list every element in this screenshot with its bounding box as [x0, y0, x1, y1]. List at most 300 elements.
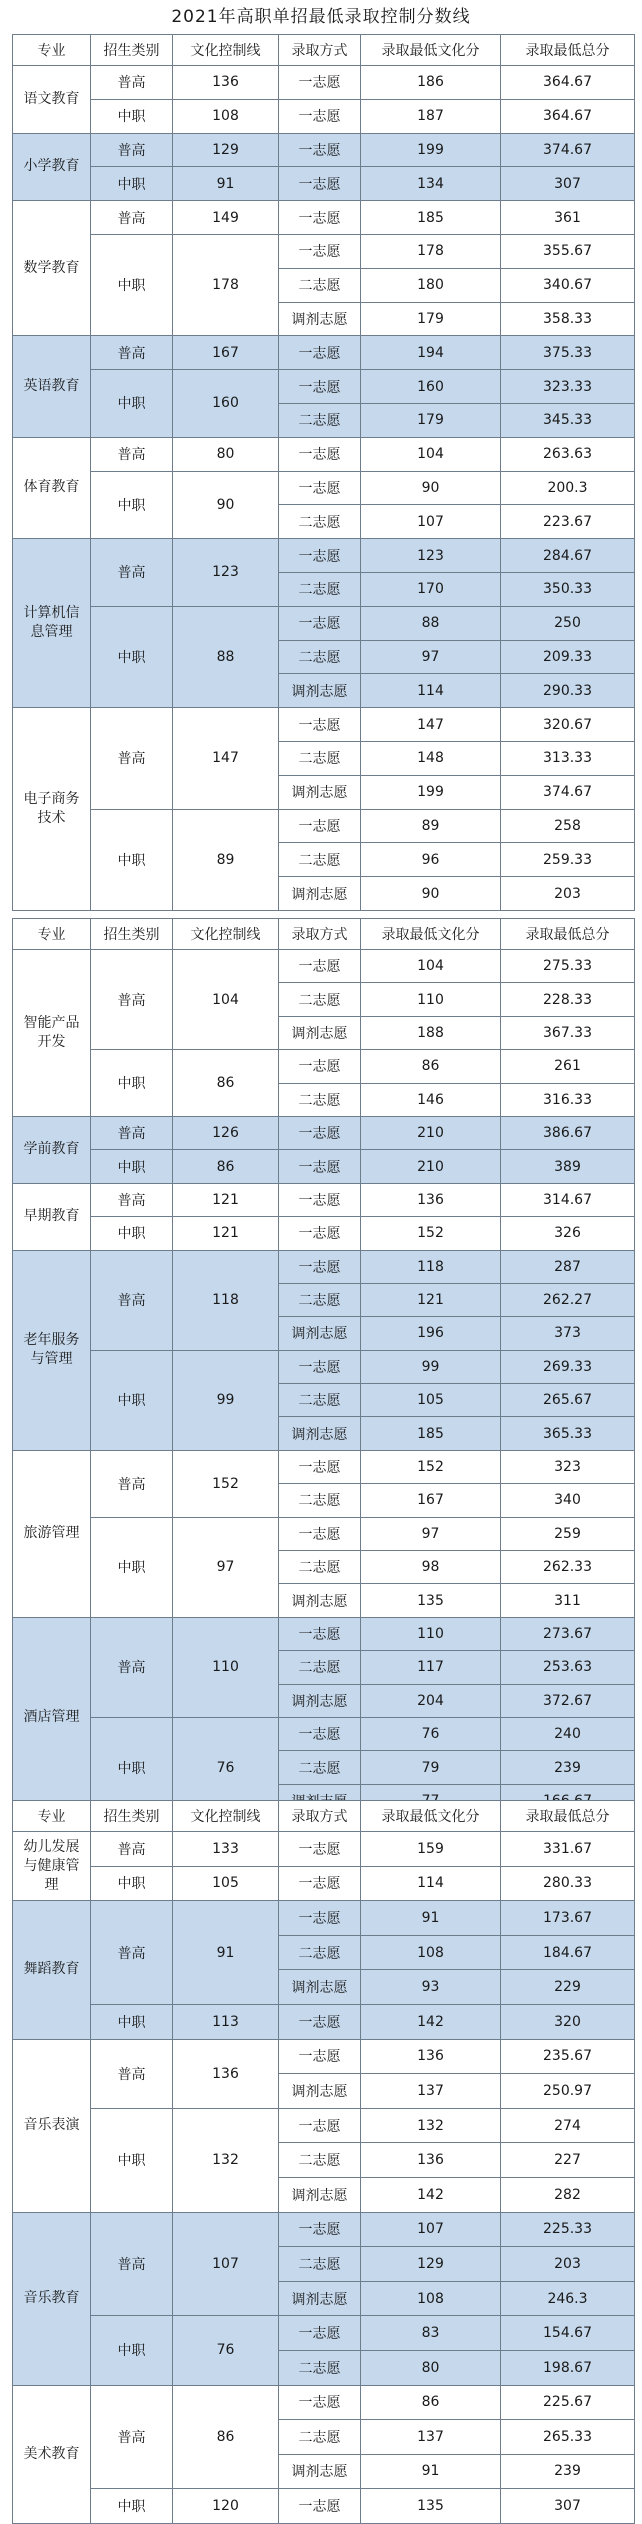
enrollment-category: 中职 [91, 1517, 173, 1617]
table-row [13, 1866, 635, 1901]
enrollment-category: 普高 [91, 708, 173, 809]
min-culture-score: 199 [361, 133, 501, 167]
min-culture-score: 179 [361, 403, 501, 437]
min-total-score: 316.33 [501, 1083, 635, 1116]
culture-control-line: 123 [173, 539, 279, 607]
culture-control-line: 110 [173, 1617, 279, 1717]
admission-method: 一志愿 [279, 809, 361, 843]
min-total-score: 350.33 [501, 572, 635, 606]
min-total-score: 307 [501, 167, 635, 201]
admission-method: 一志愿 [279, 1832, 361, 1867]
admission-method: 一志愿 [279, 950, 361, 983]
min-total-score: 246.3 [501, 2281, 635, 2316]
admission-method: 二志愿 [279, 2143, 361, 2178]
column-header: 文化控制线 [173, 1801, 279, 1832]
major-name: 旅游管理 [13, 1450, 91, 1617]
enrollment-category: 普高 [91, 2039, 173, 2108]
min-total-score: 225.67 [501, 2385, 635, 2420]
admission-method: 一志愿 [279, 1617, 361, 1650]
admission-method: 一志愿 [279, 1350, 361, 1383]
admission-method: 一志愿 [279, 234, 361, 268]
min-culture-score: 136 [361, 2143, 501, 2178]
min-total-score: 274 [501, 2108, 635, 2143]
major-name: 语文教育 [13, 66, 91, 134]
enrollment-category: 普高 [91, 437, 173, 471]
admission-method: 二志愿 [279, 572, 361, 606]
enrollment-category: 中职 [91, 2489, 173, 2524]
min-culture-score: 105 [361, 1384, 501, 1417]
min-culture-score: 194 [361, 336, 501, 370]
culture-control-line: 97 [173, 1517, 279, 1617]
culture-control-line: 86 [173, 1050, 279, 1117]
column-header: 招生类别 [91, 1801, 173, 1832]
admission-method: 调剂志愿 [279, 1684, 361, 1717]
min-total-score: 273.67 [501, 1617, 635, 1650]
column-header: 录取最低总分 [501, 919, 635, 950]
min-culture-score: 135 [361, 1584, 501, 1617]
min-culture-score: 118 [361, 1250, 501, 1283]
min-total-score: 250.97 [501, 2074, 635, 2109]
score-table-section-1 [12, 34, 634, 911]
enrollment-category: 普高 [91, 1250, 173, 1350]
min-culture-score: 148 [361, 741, 501, 775]
culture-control-line: 178 [173, 234, 279, 335]
culture-control-line: 107 [173, 2212, 279, 2316]
major-name: 音乐表演 [13, 2039, 91, 2212]
major-name: 数学教育 [13, 201, 91, 336]
table-row [13, 2212, 635, 2247]
column-header: 招生类别 [91, 35, 173, 66]
min-culture-score: 204 [361, 1684, 501, 1717]
table-row [13, 99, 635, 133]
admission-method: 二志愿 [279, 843, 361, 877]
min-culture-score: 110 [361, 983, 501, 1016]
admission-method: 一志愿 [279, 133, 361, 167]
admission-method: 一志愿 [279, 1901, 361, 1936]
enrollment-category: 普高 [91, 1450, 173, 1517]
table-row [13, 201, 635, 235]
min-culture-score: 96 [361, 843, 501, 877]
min-total-score: 361 [501, 201, 635, 235]
admission-method: 二志愿 [279, 1484, 361, 1517]
min-total-score: 290.33 [501, 674, 635, 708]
culture-control-line: 120 [173, 2489, 279, 2524]
major-name: 老年服务与管理 [13, 1250, 91, 1450]
min-culture-score: 76 [361, 1717, 501, 1750]
min-culture-score: 152 [361, 1450, 501, 1483]
table-row [13, 2108, 635, 2143]
table-row [13, 1183, 635, 1216]
enrollment-category: 普高 [91, 201, 173, 235]
culture-control-line: 89 [173, 809, 279, 910]
enrollment-category: 中职 [91, 1150, 173, 1183]
min-total-score: 326 [501, 1217, 635, 1250]
enrollment-category: 中职 [91, 2108, 173, 2212]
enrollment-category: 普高 [91, 66, 173, 100]
min-total-score: 367.33 [501, 1016, 635, 1049]
min-culture-score: 136 [361, 2039, 501, 2074]
major-name: 舞蹈教育 [13, 1901, 91, 2039]
column-header: 专业 [13, 35, 91, 66]
min-total-score: 239 [501, 2454, 635, 2489]
table-row [13, 2385, 635, 2420]
culture-control-line: 160 [173, 370, 279, 438]
culture-control-line: 152 [173, 1450, 279, 1517]
admission-method: 一志愿 [279, 2316, 361, 2351]
admission-method: 一志愿 [279, 2489, 361, 2524]
min-culture-score: 104 [361, 437, 501, 471]
score-table-section-3 [12, 1800, 634, 2524]
culture-control-line: 129 [173, 133, 279, 167]
min-culture-score: 185 [361, 1417, 501, 1450]
min-culture-score: 142 [361, 2177, 501, 2212]
table-row [13, 167, 635, 201]
admission-method: 一志愿 [279, 99, 361, 133]
min-total-score: 340 [501, 1484, 635, 1517]
enrollment-category: 中职 [91, 1217, 173, 1250]
min-total-score: 198.67 [501, 2350, 635, 2385]
major-name: 美术教育 [13, 2385, 91, 2523]
min-culture-score: 167 [361, 1484, 501, 1517]
admission-method: 一志愿 [279, 1116, 361, 1149]
min-total-score: 228.33 [501, 983, 635, 1016]
table-row [13, 606, 635, 640]
major-name: 音乐教育 [13, 2212, 91, 2385]
admission-method: 调剂志愿 [279, 1317, 361, 1350]
culture-control-line: 99 [173, 1350, 279, 1450]
min-total-score: 355.67 [501, 234, 635, 268]
min-culture-score: 86 [361, 1050, 501, 1083]
min-total-score: 389 [501, 1150, 635, 1183]
min-culture-score: 137 [361, 2074, 501, 2109]
min-culture-score: 136 [361, 1183, 501, 1216]
enrollment-category: 普高 [91, 539, 173, 607]
culture-control-line: 104 [173, 950, 279, 1050]
page-title: 2021年高职单招最低录取控制分数线 [171, 7, 471, 27]
table-row [13, 1450, 635, 1483]
culture-control-line: 149 [173, 201, 279, 235]
score-table-section-2 [12, 918, 634, 1818]
admission-method: 二志愿 [279, 403, 361, 437]
table-row [13, 1517, 635, 1550]
admission-method: 一志愿 [279, 471, 361, 505]
min-culture-score: 108 [361, 2281, 501, 2316]
min-culture-score: 80 [361, 2350, 501, 2385]
admission-method: 一志愿 [279, 2385, 361, 2420]
min-total-score: 320 [501, 2004, 635, 2039]
table-row [13, 1832, 635, 1867]
culture-control-line: 108 [173, 99, 279, 133]
enrollment-category: 普高 [91, 1183, 173, 1216]
admission-method: 调剂志愿 [279, 1016, 361, 1049]
enrollment-category: 中职 [91, 471, 173, 539]
min-total-score: 280.33 [501, 1866, 635, 1901]
min-culture-score: 134 [361, 167, 501, 201]
admission-method: 一志愿 [279, 1050, 361, 1083]
admission-method: 调剂志愿 [279, 2074, 361, 2109]
culture-control-line: 133 [173, 1832, 279, 1867]
admission-method: 二志愿 [279, 1551, 361, 1584]
min-total-score: 311 [501, 1584, 635, 1617]
major-name: 酒店管理 [13, 1617, 91, 1817]
enrollment-category: 普高 [91, 1832, 173, 1867]
admission-method: 一志愿 [279, 201, 361, 235]
min-total-score: 358.33 [501, 302, 635, 336]
table-row [13, 234, 635, 268]
admission-method: 二志愿 [279, 2350, 361, 2385]
table-row [13, 539, 635, 573]
enrollment-category: 普高 [91, 2212, 173, 2316]
culture-control-line: 88 [173, 606, 279, 707]
min-culture-score: 107 [361, 2212, 501, 2247]
major-name: 英语教育 [13, 336, 91, 437]
enrollment-category: 中职 [91, 167, 173, 201]
min-culture-score: 159 [361, 1832, 501, 1867]
min-culture-score: 90 [361, 471, 501, 505]
table-row [13, 2489, 635, 2524]
table-row [13, 809, 635, 843]
culture-control-line: 91 [173, 1901, 279, 2005]
table-row [13, 950, 635, 983]
table-row [13, 1901, 635, 1936]
min-culture-score: 98 [361, 1551, 501, 1584]
column-header: 专业 [13, 1801, 91, 1832]
table-row [13, 2004, 635, 2039]
min-total-score: 225.33 [501, 2212, 635, 2247]
min-total-score: 250 [501, 606, 635, 640]
admission-method: 调剂志愿 [279, 1417, 361, 1450]
min-culture-score: 114 [361, 1866, 501, 1901]
min-total-score: 203 [501, 2247, 635, 2282]
min-total-score: 173.67 [501, 1901, 635, 1936]
min-culture-score: 104 [361, 950, 501, 983]
table-row [13, 370, 635, 404]
min-total-score: 374.67 [501, 775, 635, 809]
table-row [13, 133, 635, 167]
enrollment-category: 中职 [91, 234, 173, 335]
min-culture-score: 180 [361, 268, 501, 302]
min-culture-score: 79 [361, 1751, 501, 1784]
table-row [13, 1150, 635, 1183]
admission-method: 一志愿 [279, 606, 361, 640]
column-header: 文化控制线 [173, 35, 279, 66]
min-culture-score: 142 [361, 2004, 501, 2039]
min-culture-score: 108 [361, 1935, 501, 1970]
min-total-score: 240 [501, 1717, 635, 1750]
admission-method: 一志愿 [279, 437, 361, 471]
header-row [13, 35, 635, 66]
min-culture-score: 187 [361, 99, 501, 133]
admission-method: 一志愿 [279, 1450, 361, 1483]
admission-method: 一志愿 [279, 1150, 361, 1183]
culture-control-line: 80 [173, 437, 279, 471]
culture-control-line: 167 [173, 336, 279, 370]
column-header: 录取最低文化分 [361, 919, 501, 950]
header-row [13, 1801, 635, 1832]
column-header: 录取方式 [279, 1801, 361, 1832]
enrollment-category: 普高 [91, 336, 173, 370]
culture-control-line: 136 [173, 66, 279, 100]
min-culture-score: 91 [361, 1901, 501, 1936]
admission-method: 一志愿 [279, 1250, 361, 1283]
min-culture-score: 135 [361, 2489, 501, 2524]
admission-method: 二志愿 [279, 2247, 361, 2282]
admission-method: 调剂志愿 [279, 302, 361, 336]
min-total-score: 331.67 [501, 1832, 635, 1867]
admission-method: 调剂志愿 [279, 2454, 361, 2489]
min-total-score: 265.67 [501, 1384, 635, 1417]
min-total-score: 258 [501, 809, 635, 843]
min-total-score: 200.3 [501, 471, 635, 505]
min-total-score: 259.33 [501, 843, 635, 877]
admission-method: 一志愿 [279, 1183, 361, 1216]
enrollment-category: 普高 [91, 2385, 173, 2489]
min-total-score: 373 [501, 1317, 635, 1350]
admission-method: 二志愿 [279, 741, 361, 775]
admission-method: 一志愿 [279, 370, 361, 404]
min-total-score: 263.63 [501, 437, 635, 471]
min-culture-score: 210 [361, 1150, 501, 1183]
enrollment-category: 普高 [91, 1617, 173, 1717]
culture-control-line: 132 [173, 2108, 279, 2212]
admission-method: 二志愿 [279, 1083, 361, 1116]
min-total-score: 184.67 [501, 1935, 635, 1970]
admission-method: 二志愿 [279, 1384, 361, 1417]
min-total-score: 239 [501, 1751, 635, 1784]
column-header: 录取方式 [279, 919, 361, 950]
min-total-score: 269.33 [501, 1350, 635, 1383]
min-total-score: 323.33 [501, 370, 635, 404]
admission-method: 一志愿 [279, 1866, 361, 1901]
min-total-score: 375.33 [501, 336, 635, 370]
table-row [13, 1217, 635, 1250]
admission-method: 一志愿 [279, 539, 361, 573]
enrollment-category: 中职 [91, 809, 173, 910]
min-culture-score: 107 [361, 505, 501, 539]
min-culture-score: 179 [361, 302, 501, 336]
admission-method: 一志愿 [279, 1517, 361, 1550]
enrollment-category: 中职 [91, 370, 173, 438]
admission-method: 调剂志愿 [279, 1970, 361, 2005]
min-total-score: 275.33 [501, 950, 635, 983]
column-header: 文化控制线 [173, 919, 279, 950]
min-total-score: 345.33 [501, 403, 635, 437]
table-row [13, 1250, 635, 1283]
table-row [13, 2039, 635, 2074]
min-culture-score: 160 [361, 370, 501, 404]
enrollment-category: 普高 [91, 950, 173, 1050]
min-culture-score: 178 [361, 234, 501, 268]
min-culture-score: 90 [361, 877, 501, 911]
min-total-score: 284.67 [501, 539, 635, 573]
admission-method: 一志愿 [279, 1217, 361, 1250]
admission-method: 二志愿 [279, 1751, 361, 1784]
min-total-score: 313.33 [501, 741, 635, 775]
major-name: 智能产品开发 [13, 950, 91, 1117]
min-culture-score: 117 [361, 1651, 501, 1684]
column-header: 专业 [13, 919, 91, 950]
min-total-score: 265.33 [501, 2420, 635, 2455]
admission-method: 调剂志愿 [279, 2281, 361, 2316]
admission-method: 一志愿 [279, 2212, 361, 2247]
min-total-score: 262.27 [501, 1283, 635, 1316]
min-total-score: 365.33 [501, 1417, 635, 1450]
min-total-score: 386.67 [501, 1116, 635, 1149]
min-total-score: 235.67 [501, 2039, 635, 2074]
admission-method: 调剂志愿 [279, 877, 361, 911]
admission-method: 二志愿 [279, 505, 361, 539]
header-row [13, 919, 635, 950]
admission-method: 二志愿 [279, 1651, 361, 1684]
major-name: 幼儿发展与健康管理 [13, 1832, 91, 1901]
min-total-score: 374.67 [501, 133, 635, 167]
table-row [13, 1717, 635, 1750]
admission-method: 调剂志愿 [279, 1584, 361, 1617]
min-culture-score: 170 [361, 572, 501, 606]
min-total-score: 227 [501, 2143, 635, 2178]
table-row [13, 1050, 635, 1083]
culture-control-line: 86 [173, 1150, 279, 1183]
min-culture-score: 88 [361, 606, 501, 640]
culture-control-line: 86 [173, 2385, 279, 2489]
admission-method: 二志愿 [279, 640, 361, 674]
enrollment-category: 中职 [91, 606, 173, 707]
score-table [12, 1800, 635, 2524]
min-culture-score: 196 [361, 1317, 501, 1350]
column-header: 录取方式 [279, 35, 361, 66]
major-name: 电子商务技术 [13, 708, 91, 911]
table-row [13, 1116, 635, 1149]
min-total-score: 229 [501, 1970, 635, 2005]
min-total-score: 223.67 [501, 505, 635, 539]
table-row [13, 336, 635, 370]
admission-method: 一志愿 [279, 2004, 361, 2039]
column-header: 录取最低总分 [501, 1801, 635, 1832]
admission-method: 二志愿 [279, 1935, 361, 1970]
culture-control-line: 121 [173, 1183, 279, 1216]
admission-method: 二志愿 [279, 983, 361, 1016]
min-total-score: 209.33 [501, 640, 635, 674]
min-culture-score: 99 [361, 1350, 501, 1383]
min-culture-score: 199 [361, 775, 501, 809]
min-total-score: 282 [501, 2177, 635, 2212]
table-row [13, 471, 635, 505]
table-row [13, 2316, 635, 2351]
column-header: 录取最低文化分 [361, 1801, 501, 1832]
min-total-score: 320.67 [501, 708, 635, 742]
min-culture-score: 188 [361, 1016, 501, 1049]
min-total-score: 203 [501, 877, 635, 911]
min-culture-score: 121 [361, 1283, 501, 1316]
culture-control-line: 113 [173, 2004, 279, 2039]
min-culture-score: 137 [361, 2420, 501, 2455]
major-name: 学前教育 [13, 1116, 91, 1183]
admission-method: 一志愿 [279, 167, 361, 201]
min-total-score: 323 [501, 1450, 635, 1483]
min-culture-score: 93 [361, 1970, 501, 2005]
min-total-score: 340.67 [501, 268, 635, 302]
min-total-score: 259 [501, 1517, 635, 1550]
min-culture-score: 152 [361, 1217, 501, 1250]
culture-control-line: 121 [173, 1217, 279, 1250]
min-culture-score: 83 [361, 2316, 501, 2351]
enrollment-category: 中职 [91, 1350, 173, 1450]
min-culture-score: 186 [361, 66, 501, 100]
min-total-score: 307 [501, 2489, 635, 2524]
culture-control-line: 147 [173, 708, 279, 809]
admission-method: 一志愿 [279, 708, 361, 742]
min-culture-score: 185 [361, 201, 501, 235]
